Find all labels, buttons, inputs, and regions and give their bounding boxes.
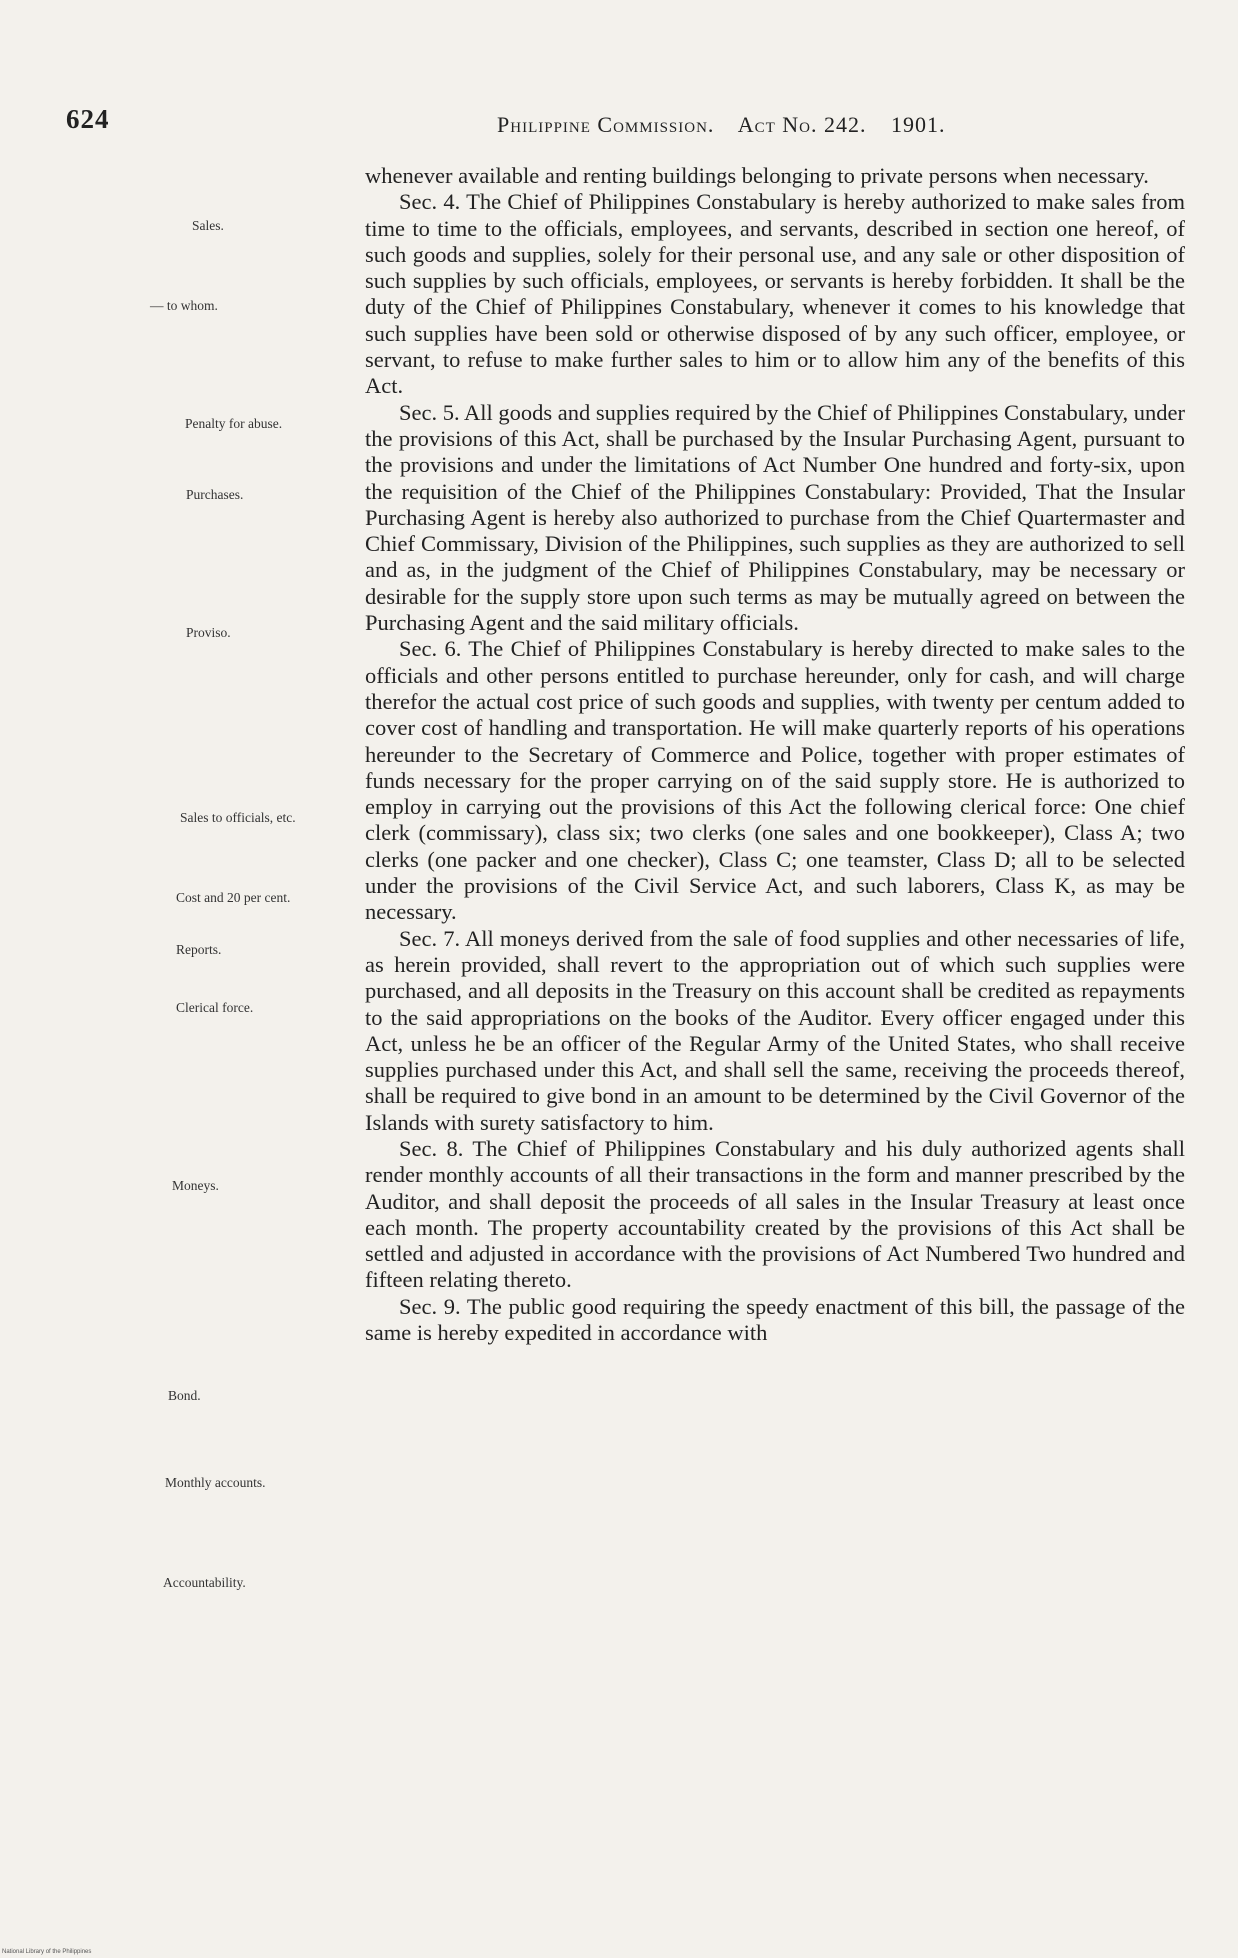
section-8: Sec. 8. The Chief of Philippines Constabulary and his duly authorized agents shall render monthly accounts of all their transactions in the form and manner prescribed by the Auditor, and shall deposit the proceeds of all sales in the Insular Treasury at least once each month. The property accountability created by the provisions of this Act shall be settled and adjusted in accordance with the provisions of Act Numbered Two hundred and fifteen relating thereto. (365, 1135, 1185, 1293)
section-4: Sec. 4. The Chief of Philippines Constabulary is hereby authorized to make sales from time to time to the officials, employees, and servants, described in section one hereof, of such goods and supplies, solely for their personal use, and any sale or other disposition of such supplies by such officials, employees, or servants is hereby forbidden. It shall be the duty of the Chief of Philippines Constabulary, whenever it comes to his knowledge that such supplies have been sold or otherwise disposed of by any such officer, employee, or servant, to refuse to make further sales to him or to allow him any of the benefits of this Act. (365, 189, 1185, 399)
margin-note: Moneys. (172, 1178, 219, 1193)
paragraph-continuation: whenever available and renting buildings belonging to private persons when necessary. (365, 163, 1149, 188)
margin-note: Proviso. (186, 625, 231, 640)
section-9: Sec. 9. The public good requiring the speedy enactment of this bill, the passage of the same is hereby expedited in accordance with (365, 1293, 1185, 1346)
margin-note: Sales to officials, etc. (180, 810, 296, 825)
section-5: Sec. 5. All goods and supplies required by the Chief of Philippines Constabulary, under the provisions of this Act, shall be purchased by the Insular Purchasing Agent, pursuant to the provisions and under the limitations of Act Number One hundred and forty-six, upon the requisition of the Chief of the Philippines Constabulary: Provided, That the Insular Purchasing Agent is hereby also authorized to purchase from the Chief Quartermaster and Chief Commissary, Division of the Philippines, such supplies as they are authorized to sell and as, in the judgment of the Chief of Philippines Constabulary, may be necessary or desirable for the supply store upon such terms as may be mutually agreed on between the Purchasing Agent and the said military officials. (365, 399, 1185, 636)
margin-note: — to whom. (150, 298, 218, 313)
margin-note: Sales. (192, 218, 224, 233)
section-7: Sec. 7. All moneys derived from the sale of food supplies and other necessaries of life, as herein provided, shall revert to the appropriation out of which such supplies were purchased, and all deposits in the Treasury on this account shall be credited as repayments to the said appropriations on the books of the Auditor. Every officer engaged under this Act, unless he be an officer of the Regular Army of the United States, who shall receive supplies purchased under this Act, and shall sell the same, receiving the proceeds thereof, shall be required to give bond in an amount to be determined by the Civil Governor of the Islands with surety satisfactory to him. (365, 925, 1185, 1135)
margin-note: Cost and 20 per cent. (176, 890, 291, 905)
margin-note: Bond. (168, 1388, 201, 1403)
page-number: 624 (66, 104, 110, 134)
section-6: Sec. 6. The Chief of Philippines Constabulary is hereby directed to make sales to the officials and other persons entitled to purchase hereunder, only for cash, and will charge therefor the actual cost price of such goods and supplies, with twenty per centum added to cover cost of handling and transportation. He will make quarterly reports of his operations hereunder to the Secretary of Commerce and Police, together with proper estimates of funds necessary for the proper carrying on of the said supply store. He is authorized to employ in carrying out the provisions of this Act the following clerical force: One chief clerk (commissary), class six; two clerks (one sales and one bookkeeper), Class A; two clerks (one packer and one checker), Class C; one teamster, Class D; all to be selected under the provisions of the Civil Service Act, and such laborers, Class K, as may be necessary. (365, 636, 1185, 925)
margin-note: Penalty for abuse. (185, 416, 283, 431)
header-year: 1901. (891, 112, 946, 137)
margin-note: Accountability. (163, 1575, 246, 1590)
margin-note: Reports. (176, 942, 222, 957)
running-head (497, 112, 964, 138)
margin-note: Purchases. (186, 487, 244, 502)
body-text (365, 163, 1185, 1346)
footer-credit: National Library of the Philippines (2, 1949, 92, 1955)
margin-note: Clerical force. (176, 1000, 254, 1015)
margin-note: Monthly accounts. (165, 1475, 266, 1490)
header-title: Philippine Commission. (497, 112, 715, 137)
header-act: Act No. 242. (737, 112, 867, 137)
